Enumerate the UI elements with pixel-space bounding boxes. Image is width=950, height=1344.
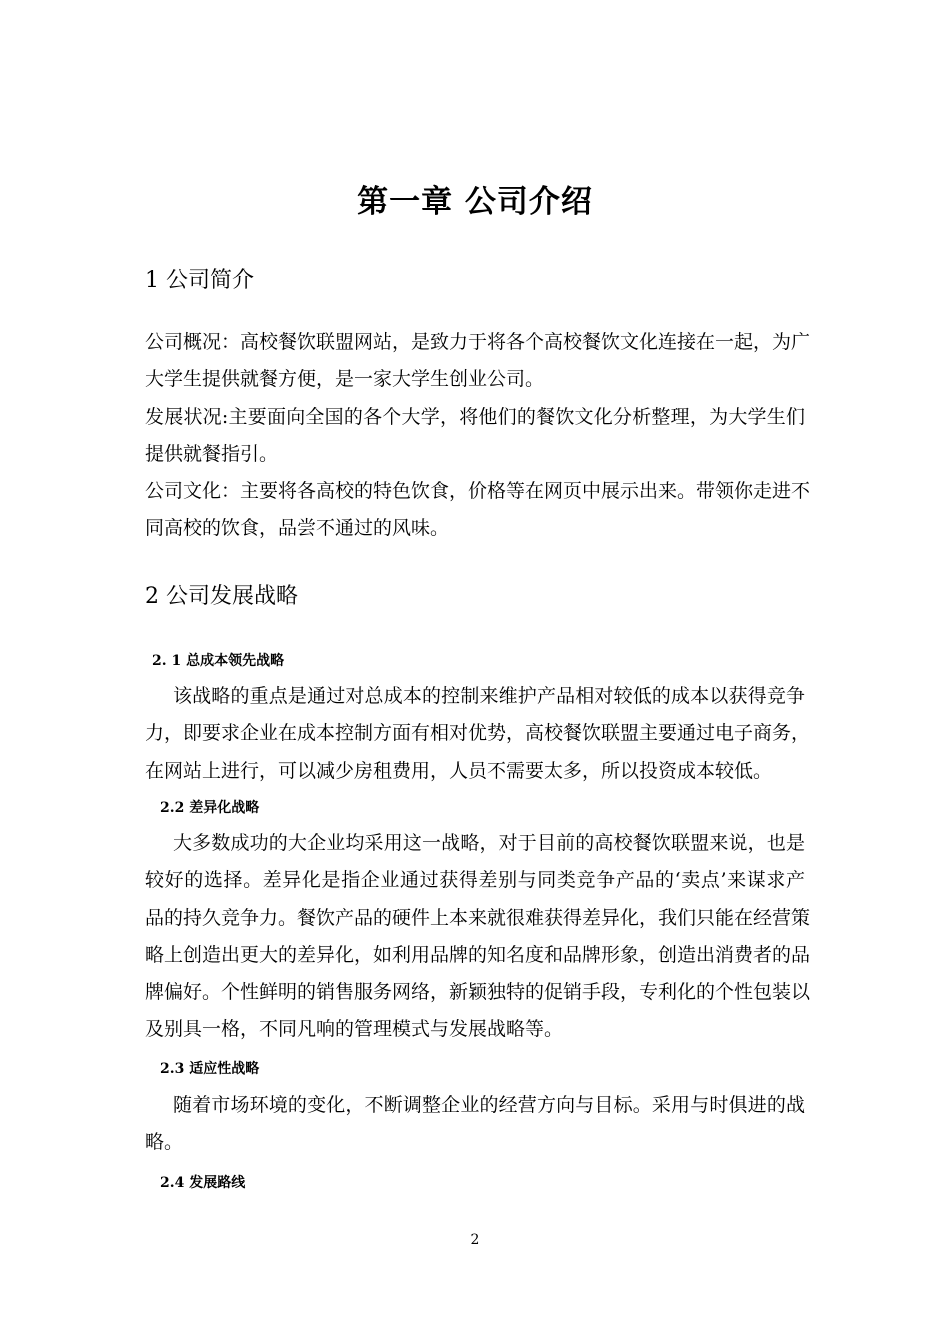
subsection-body xyxy=(145,678,811,790)
paragraph-line: 略上创造出更大的差异化，如利用品牌的知名度和品牌形象，创造出消费者的品 xyxy=(145,943,811,966)
subsection-heading: 2.2 差异化战略 xyxy=(160,800,260,816)
section-heading: 1 公司简介 xyxy=(145,268,254,293)
paragraph-line: 及别具一格，不同凡响的管理模式与发展战略等。 xyxy=(145,1018,564,1041)
chapter-title: 第一章 公司介绍 xyxy=(357,184,593,220)
subsection-heading: 2. 1 总成本领先战略 xyxy=(152,653,285,669)
section-1-body xyxy=(145,324,811,548)
paragraph-line: 在网站上进行，可以减少房租费用，人员不需要太多，所以投资成本较低。 xyxy=(145,759,773,782)
paragraph-line: 公司文化：主要将各高校的特色饮食，价格等在网页中展示出来。带领你走进不 xyxy=(145,480,811,503)
section-heading: 2 公司发展战略 xyxy=(145,584,298,609)
paragraph-line: 该战略的重点是通过对总成本的控制来维护产品相对较低的成本以获得竞争 xyxy=(173,685,805,707)
subsection-heading: 2.3 适应性战略 xyxy=(160,1061,260,1077)
paragraph-line: 大多数成功的大企业均采用这一战略，对于目前的高校餐饮联盟来说，也是 xyxy=(173,832,805,854)
paragraph-line: 力，即要求企业在成本控制方面有相对优势，高校餐饮联盟主要通过电子商务， xyxy=(145,722,811,745)
paragraph-line: 发展状况:主要面向全国的各个大学，将他们的餐饮文化分析整理，为大学生们 xyxy=(145,405,805,428)
subsection-heading: 2.4 发展路线 xyxy=(160,1175,246,1191)
subsection-body xyxy=(145,1087,805,1162)
paragraph-line: 提供就餐指引。 xyxy=(145,442,279,465)
paragraph-line: 略。 xyxy=(145,1131,184,1154)
paragraph-line: 同高校的饮食，品尝不通过的风味。 xyxy=(145,517,450,540)
page-number: 2 xyxy=(470,1232,480,1248)
paragraph-line: 牌偏好。个性鲜明的销售服务网络，新颖独特的促销手段，专利化的个性包装以 xyxy=(145,981,811,1004)
subsection-body xyxy=(145,825,811,1049)
paragraph-line: 随着市场环境的变化，不断调整企业的经营方向与目标。采用与时俱进的战 xyxy=(173,1094,805,1116)
paragraph-line: 公司概况：高校餐饮联盟网站，是致力于将各个高校餐饮文化连接在一起，为广 xyxy=(145,331,811,353)
paragraph-line: 大学生提供就餐方便，是一家大学生创业公司。 xyxy=(145,368,545,391)
paragraph-line: 较好的选择。差异化是指企业通过获得差别与同类竞争产品的‘卖点’来谋求产 xyxy=(145,869,805,892)
paragraph-line: 品的持久竞争力。餐饮产品的硬件上本来就很难获得差异化，我们只能在经营策 xyxy=(145,906,811,929)
